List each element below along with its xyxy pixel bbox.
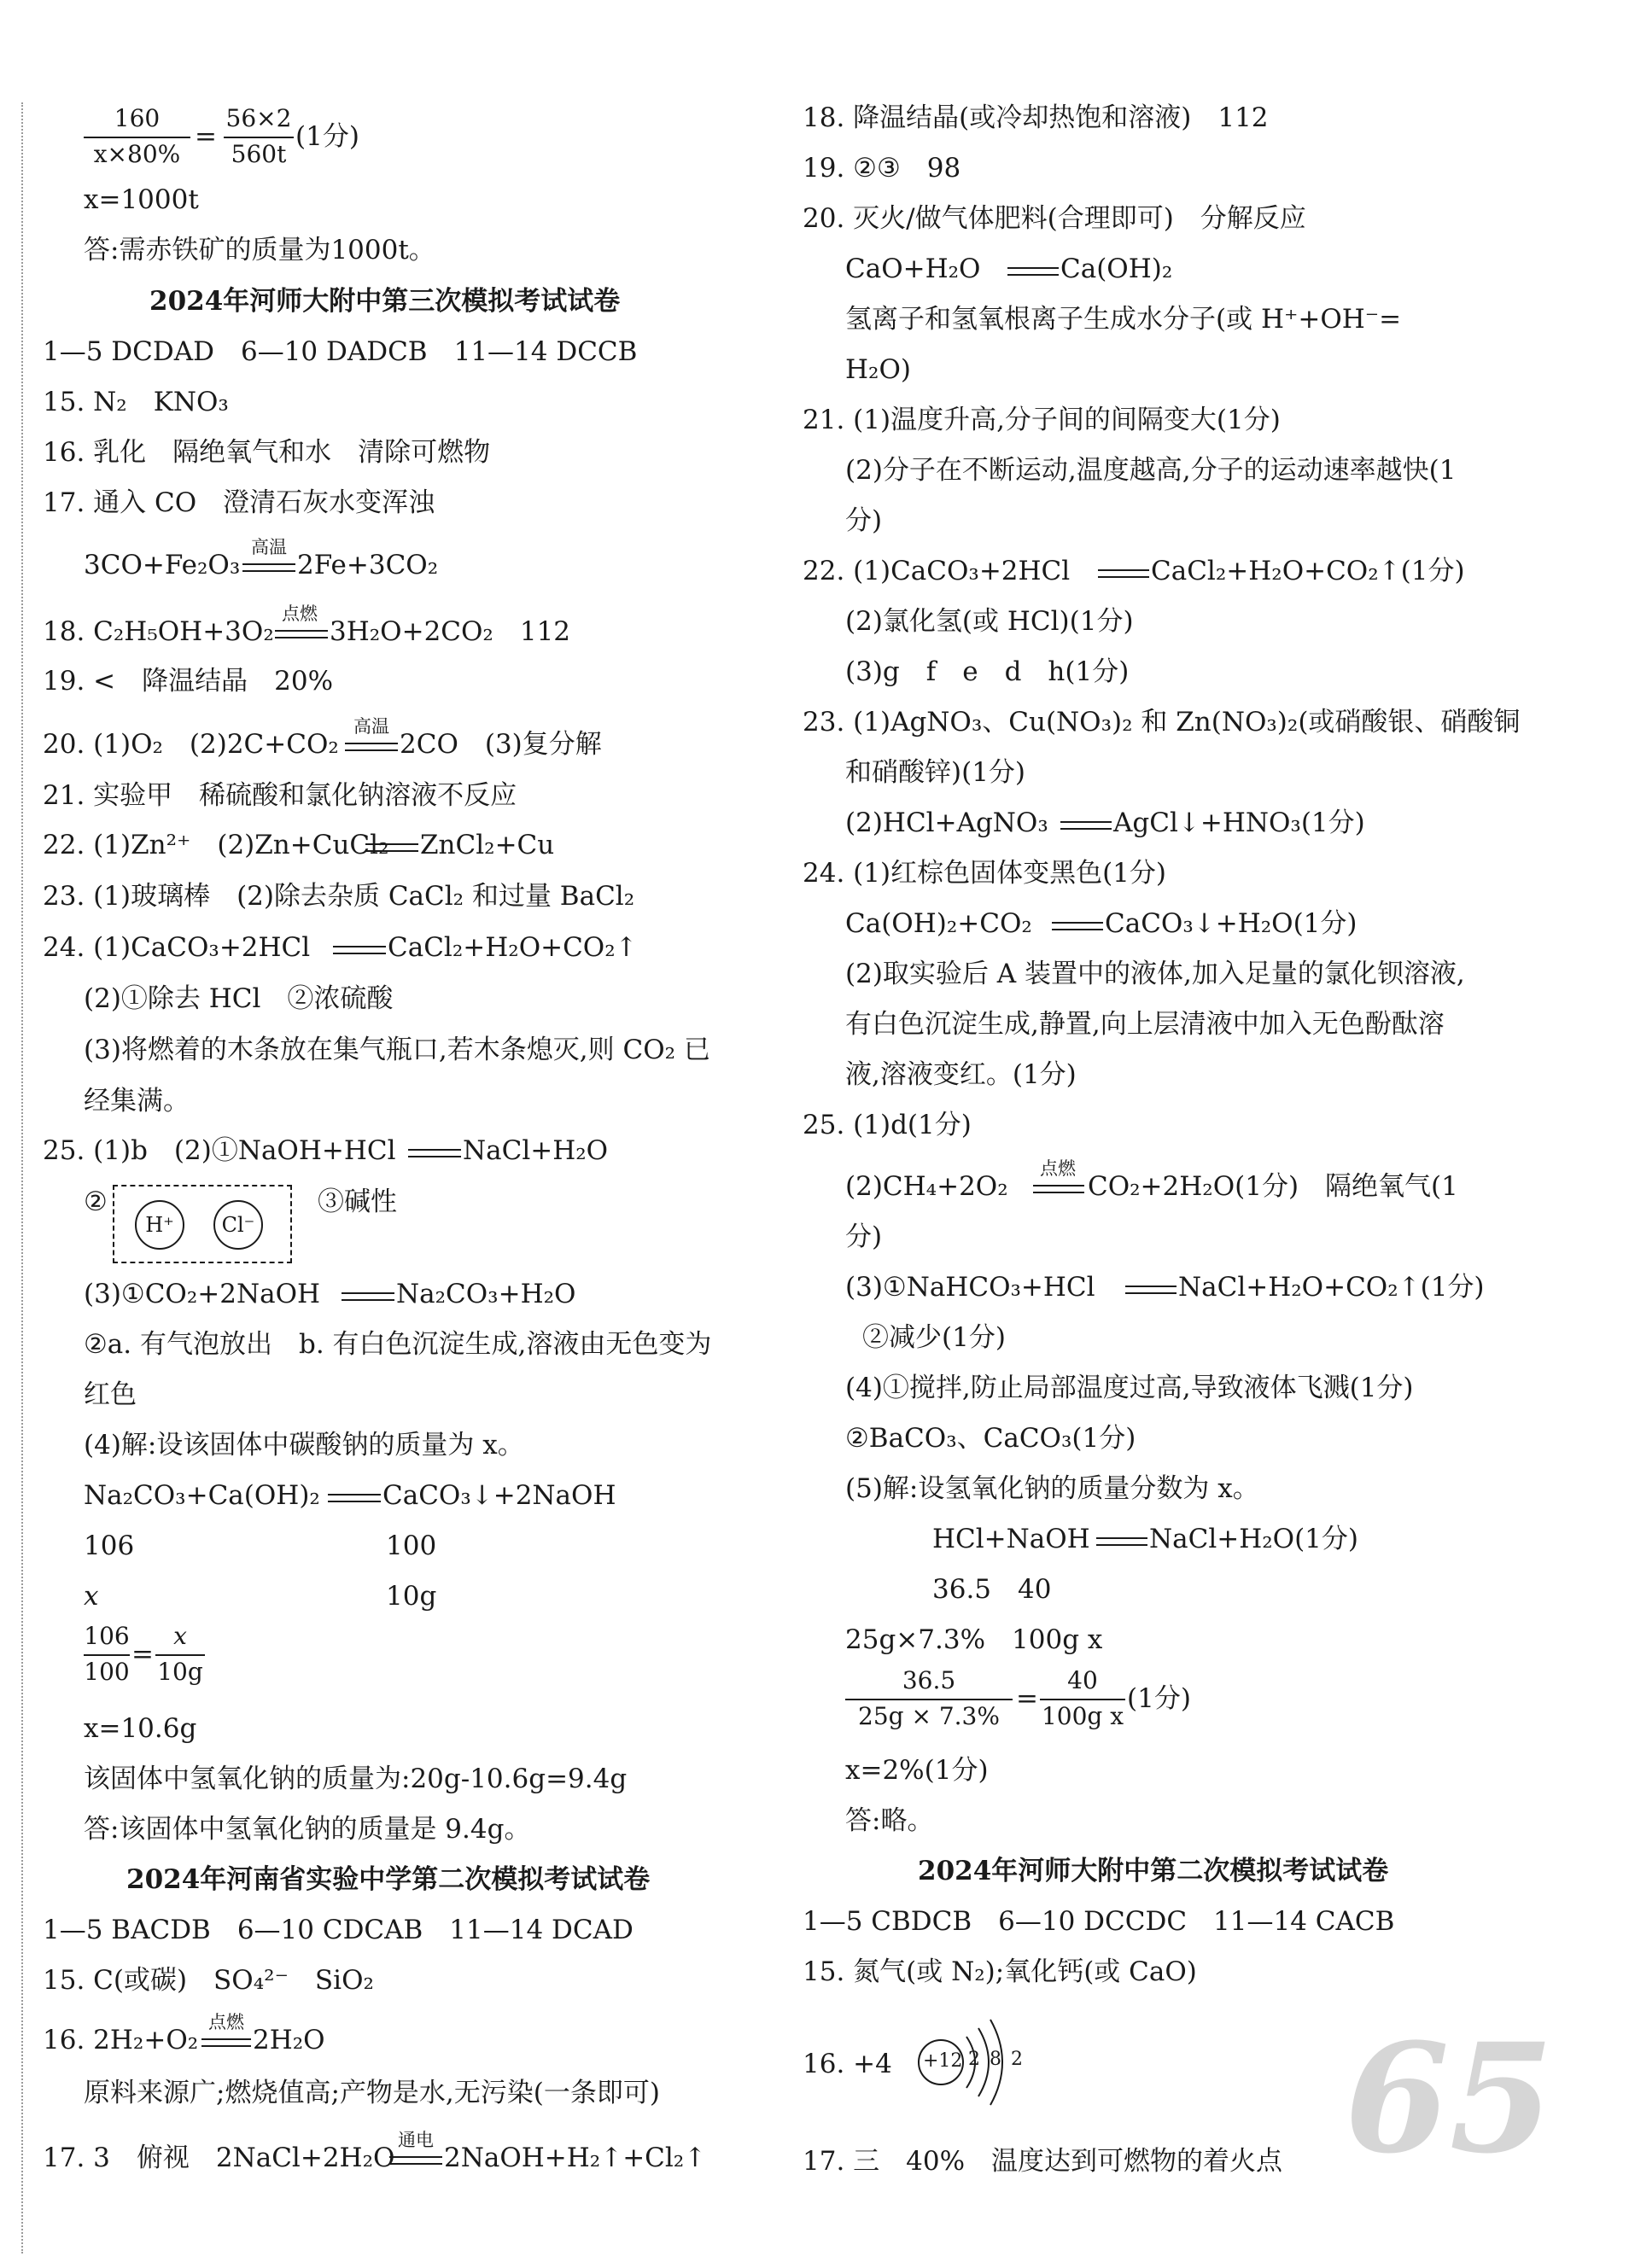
answer-line: 原料来源广;燃烧值高;产物是水,无污染(一条即可) xyxy=(84,2078,660,2108)
page-number: 65 xyxy=(1345,2010,1554,2187)
fraction-x-over-10g: x 10g xyxy=(155,1622,205,1694)
answer-line: 21. 实验甲 稀硫酸和氯化钠溶液不反应 xyxy=(43,780,517,811)
answer-line: (3)将燃着的木条放在集气瓶口,若木条熄灭,则 CO₂ 已 xyxy=(84,1035,710,1065)
answer-line: 16. +4 xyxy=(803,2049,892,2079)
equation-right: NaCl+H₂O(1分) xyxy=(1149,1524,1359,1554)
binding-margin xyxy=(21,102,23,2253)
ion-diagram xyxy=(113,1185,292,1263)
answer-line: 23. (1)玻璃棒 (2)除去杂质 CaCl₂ 和过量 BaCl₂ xyxy=(43,881,635,912)
equation-arrow xyxy=(275,630,328,638)
answer-line: x=1000t xyxy=(84,184,199,215)
equation-right: 2H₂O xyxy=(253,2025,325,2055)
answer-line: ②减少(1分) xyxy=(862,1322,1006,1353)
fraction-40-over-100g: 40 100g x xyxy=(1041,1666,1124,1730)
answer-line: 36.5 40 xyxy=(932,1574,1052,1605)
answer-line: 16. 乳化 隔绝氧气和水 清除可燃物 xyxy=(43,437,491,468)
equation-arrow xyxy=(1033,1185,1084,1193)
electron-shells: 2 8 2 xyxy=(968,2049,1025,2070)
fraction-36.5-over-25g: 36.5 25g × 7.3% xyxy=(845,1666,1013,1738)
answer-line: 15. 氮气(或 N₂);氧化钙(或 CaO) xyxy=(803,1956,1197,1987)
equals-sign: = xyxy=(195,121,217,152)
equation-arrow xyxy=(1007,267,1059,276)
equation-left: 25. (1)b (2)①NaOH+HCl xyxy=(43,1135,396,1166)
answer-line: 分) xyxy=(845,1221,883,1252)
equation-left: 24. (1)CaCO₃+2HCl xyxy=(43,932,311,963)
unknown-mass: x xyxy=(84,1581,99,1612)
hydrogen-ion: H⁺ xyxy=(135,1200,184,1250)
equation-left: CaO+H₂O xyxy=(845,254,981,284)
equation-arrow xyxy=(342,1292,394,1301)
answer-line: (2)①除去 HCl ②浓硫酸 xyxy=(84,983,394,1014)
answer-line: H₂O) xyxy=(845,354,911,385)
equation-left: (2)CH₄+2O₂ xyxy=(845,1171,1008,1202)
answer-line: 15. N₂ KNO₃ xyxy=(43,387,229,417)
equation-right: 2NaOH+H₂↑+Cl₂↑ xyxy=(444,2143,707,2173)
given-mass: 10g xyxy=(386,1581,437,1612)
answer-line: ②a. 有气泡放出 b. 有白色沉淀生成,溶液由无色变为 xyxy=(84,1329,712,1360)
answer-line: ③碱性 xyxy=(318,1186,397,1217)
answer-line: 17. 通入 CO 澄清石灰水变浑浊 xyxy=(43,487,435,518)
equation-arrow xyxy=(328,1494,381,1502)
answer-line: 23. (1)AgNO₃、Cu(NO₃)₂ 和 Zn(NO₃)₂(或硝酸银、硝酸铜 xyxy=(803,707,1521,738)
section-heading: 2024年河南省实验中学第二次模拟考试试卷 xyxy=(126,1864,651,1895)
equation-right: CaCl₂+H₂O+CO₂↑ xyxy=(388,932,638,963)
answer-line: (2)氯化氢(或 HCl)(1分) xyxy=(845,606,1134,637)
answer-line: 25g×7.3% 100g x xyxy=(845,1624,1103,1655)
equation-left: 16. 2H₂+O₂ xyxy=(43,2025,199,2055)
answer-line: (4)解:设该固体中碳酸钠的质量为 x。 xyxy=(84,1430,524,1460)
equation-left: Na₂CO₃+Ca(OH)₂ xyxy=(84,1480,320,1511)
answer-line: 经集满。 xyxy=(84,1086,190,1117)
reaction-condition: 通电 xyxy=(398,2130,434,2150)
equation-arrow xyxy=(1052,922,1103,930)
equation-arrow xyxy=(1096,1537,1147,1546)
equation-left: HCl+NaOH xyxy=(932,1524,1090,1554)
equation-left: Ca(OH)₂+CO₂ xyxy=(845,908,1032,939)
equation-right: CaCO₃↓+H₂O(1分) xyxy=(1105,908,1358,939)
equation-right: 2CO (3)复分解 xyxy=(400,729,602,760)
chloride-ion: Cl⁻ xyxy=(213,1200,263,1250)
equation-arrow xyxy=(1098,569,1149,578)
equation-right: CaCO₃↓+2NaOH xyxy=(382,1480,616,1511)
answer-line: 18. 降温结晶(或冷却热饱和溶液) 112 xyxy=(803,102,1269,133)
equation-right: Ca(OH)₂ xyxy=(1060,254,1173,284)
score-label: (1分) xyxy=(295,121,359,152)
equation-right: AgCl↓+HNO₃(1分) xyxy=(1113,808,1365,838)
answer-line: 20. 灭火/做气体肥料(合理即可) 分解反应 xyxy=(803,203,1306,234)
answer-line: 答:需赤铁矿的质量为1000t。 xyxy=(84,235,435,265)
nucleus-charge: +12 xyxy=(923,2050,963,2072)
equation-left: 18. C₂H₅OH+3O₂ xyxy=(43,616,274,647)
reaction-condition: 点燃 xyxy=(1040,1158,1076,1179)
equation-left: 20. (1)O₂ (2)2C+CO₂ xyxy=(43,729,339,760)
equation-arrow xyxy=(1125,1286,1176,1294)
answer-line: 红色 xyxy=(84,1379,137,1410)
equation-arrow xyxy=(201,2038,251,2047)
reaction-condition: 高温 xyxy=(251,537,287,557)
molar-mass: 100 xyxy=(386,1530,437,1561)
answer-line: 有白色沉淀生成,静置,向上层清液中加入无色酚酞溶 xyxy=(845,1009,1445,1040)
answer-line: 氢离子和氢氧根离子生成水分子(或 H⁺+OH⁻= xyxy=(845,304,1402,335)
equals-sign: = xyxy=(1016,1683,1038,1714)
answer-line: 21. (1)温度升高,分子间的间隔变大(1分) xyxy=(803,405,1281,435)
equation-left: 22. (1)CaCO₃+2HCl xyxy=(803,556,1071,586)
answer-line: 17. 三 40% 温度达到可燃物的着火点 xyxy=(803,2146,1283,2177)
answer-line: 1—5 DCDAD 6—10 DADCB 11—14 DCCB xyxy=(43,336,638,367)
score-label: (1分) xyxy=(1127,1683,1191,1714)
answer-line: 答:略。 xyxy=(845,1805,934,1836)
answer-line: (3)g f e d h(1分) xyxy=(845,656,1130,687)
answer-marker: ② xyxy=(84,1186,108,1217)
equation-right: 2Fe+3CO₂ xyxy=(297,550,439,580)
equation-arrow xyxy=(389,2156,442,2165)
atom-structure-diagram xyxy=(915,2006,1060,2117)
fraction-106-over-100: 106 100 xyxy=(84,1622,130,1686)
answer-line: ②BaCO₃、CaCO₃(1分) xyxy=(845,1423,1136,1454)
section-heading: 2024年河师大附中第二次模拟考试试卷 xyxy=(918,1856,1389,1886)
molar-mass: 106 xyxy=(84,1530,135,1561)
equation-arrow xyxy=(345,743,398,751)
answer-line: 和硝酸锌)(1分) xyxy=(845,757,1026,788)
answer-line: x=2%(1分) xyxy=(845,1755,989,1786)
answer-line: 24. (1)红棕色固体变黑色(1分) xyxy=(803,858,1166,889)
equals-sign: = xyxy=(131,1639,154,1670)
answer-line: (2)取实验后 A 装置中的液体,加入足量的氯化钡溶液, xyxy=(845,959,1465,989)
equation-left: (3)①NaHCO₃+HCl xyxy=(845,1272,1095,1303)
equation-arrow xyxy=(1060,821,1112,830)
equation-left: 3CO+Fe₂O₃ xyxy=(84,550,241,580)
equation-left: (3)①CO₂+2NaOH xyxy=(84,1279,321,1309)
answer-line: 答:该固体中氢氧化钠的质量是 9.4g。 xyxy=(84,1814,531,1845)
reaction-condition: 高温 xyxy=(353,716,389,737)
answer-line: 25. (1)d(1分) xyxy=(803,1110,972,1140)
answer-line: 分) xyxy=(845,505,883,536)
answer-line: 19. ②③ 98 xyxy=(803,153,961,184)
reaction-condition: 点燃 xyxy=(208,2012,244,2032)
section-heading: 2024年河师大附中第三次模拟考试试卷 xyxy=(149,286,621,317)
equation-arrow xyxy=(242,563,295,572)
answer-line: 1—5 BACDB 6—10 CDCAB 11—14 DCAD xyxy=(43,1915,634,1945)
equation-arrow xyxy=(365,843,418,852)
answer-line: (2)分子在不断运动,温度越高,分子的运动速率越快(1 xyxy=(845,455,1457,486)
answer-line: 19. < 降温结晶 20% xyxy=(43,666,334,697)
equation-left: 22. (1)Zn²⁺ (2)Zn+CuCl₂ xyxy=(43,830,389,860)
answer-line: 15. C(或碳) SO₄²⁻ SiO₂ xyxy=(43,1965,374,1996)
equation-right: ZnCl₂+Cu xyxy=(420,830,555,860)
reaction-condition: 点燃 xyxy=(282,603,318,624)
equation-left: 17. 3 俯视 2NaCl+2H₂O xyxy=(43,2143,395,2173)
fraction-160-over-x: 160 x×80% xyxy=(84,104,190,176)
answer-line: x=10.6g xyxy=(84,1713,197,1744)
equation-right: CO₂+2H₂O(1分) 隔绝氧气(1 xyxy=(1088,1171,1458,1202)
equation-right: Na₂CO₃+H₂O xyxy=(396,1279,576,1309)
answer-line: 液,溶液变红。(1分) xyxy=(845,1059,1077,1090)
answer-line: (5)解:设氢氧化钠的质量分数为 x。 xyxy=(845,1473,1259,1504)
equation-arrow xyxy=(408,1149,461,1157)
equation-right: CaCl₂+H₂O+CO₂↑(1分) xyxy=(1151,556,1465,586)
equation-arrow xyxy=(333,946,386,954)
equation-right: 3H₂O+2CO₂ 112 xyxy=(330,616,571,647)
answer-line: 该固体中氢氧化钠的质量为:20g-10.6g=9.4g xyxy=(84,1764,628,1794)
fraction-56x2-over-560t: 56×2 560t xyxy=(224,104,294,176)
answer-line: (4)①搅拌,防止局部温度过高,导致液体飞溅(1分) xyxy=(845,1373,1414,1403)
equation-right: NaCl+H₂O+CO₂↑(1分) xyxy=(1178,1272,1485,1303)
equation-left: (2)HCl+AgNO₃ xyxy=(845,808,1048,838)
answer-line: 1—5 CBDCB 6—10 DCCDC 11—14 CACB xyxy=(803,1906,1395,1937)
equation-right: NaCl+H₂O xyxy=(463,1135,609,1166)
